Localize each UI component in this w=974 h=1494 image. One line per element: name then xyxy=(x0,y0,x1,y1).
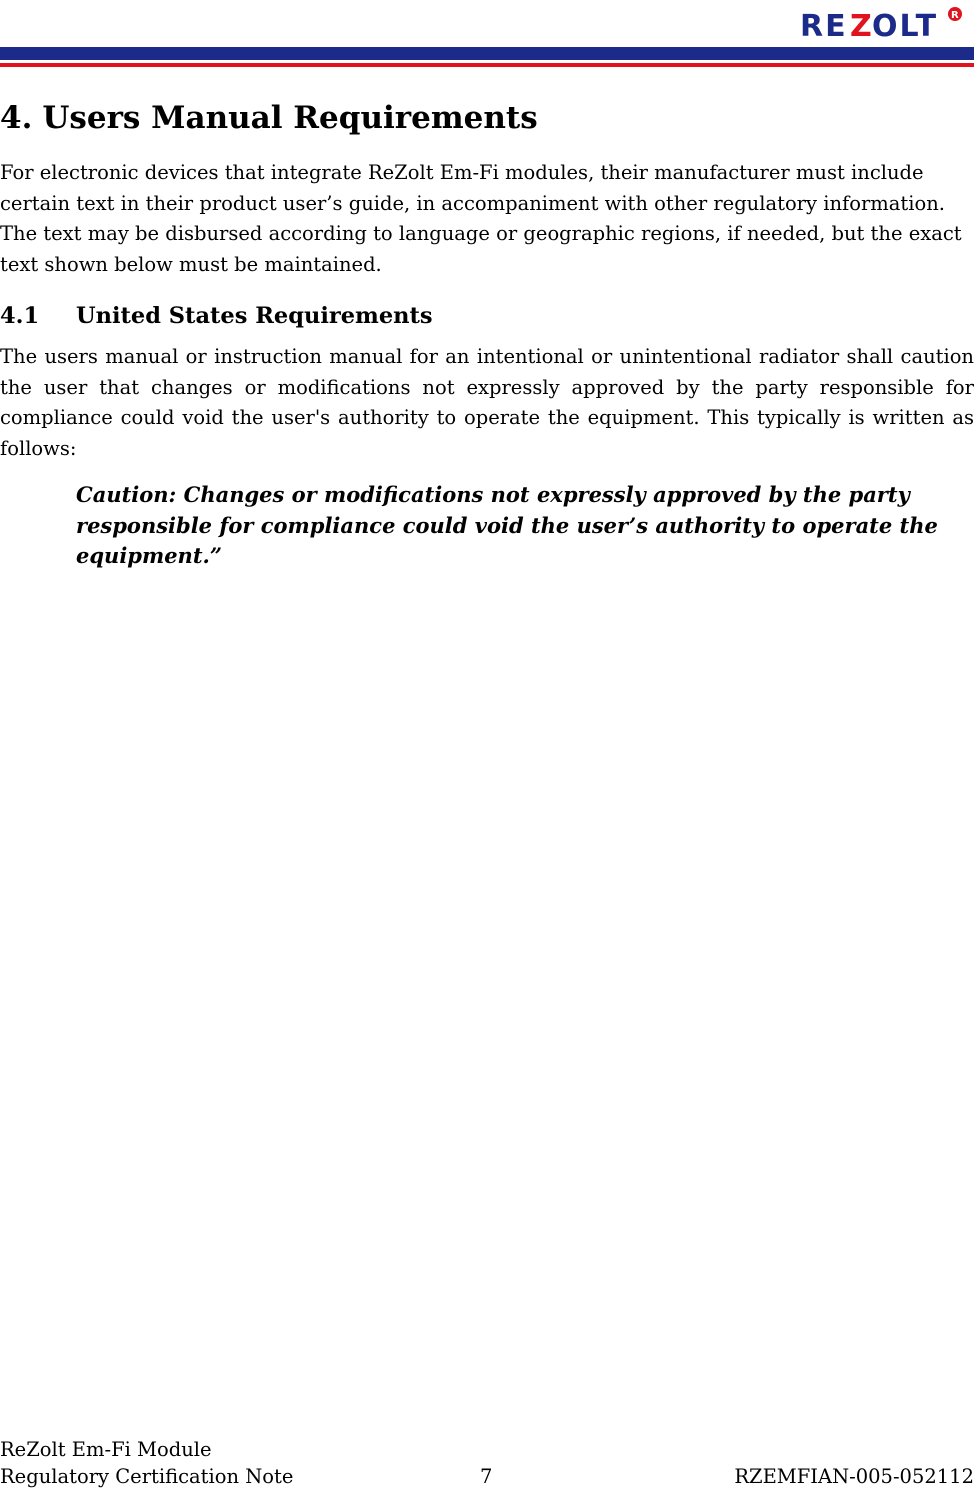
main-content xyxy=(0,96,974,572)
subsection-heading xyxy=(0,300,974,332)
header-rule-red xyxy=(0,63,974,67)
footer-doc-type: Regulatory Certification Note xyxy=(0,1465,294,1488)
footer-line-2 xyxy=(0,1463,974,1490)
page-footer xyxy=(0,1436,974,1490)
footer-line-1 xyxy=(0,1436,974,1463)
section-title: Users Manual Requirements xyxy=(42,100,538,136)
svg-text:R: R xyxy=(951,10,959,21)
subsection-title: United States Requirements xyxy=(76,303,433,329)
section-heading xyxy=(0,96,974,140)
section-intro-paragraph: For electronic devices that integrate ReZolt Em-Fi modules, their manufacturer must include certain text in their product user’s guide, in accompaniment with other regulatory information. The text may be disbursed according to language or geographic regions, if needed, but the exact text shown below must be maintained. xyxy=(0,161,962,276)
svg-text:OLT: OLT xyxy=(872,9,939,44)
svg-text:Z: Z xyxy=(850,9,872,44)
page-number: 7 xyxy=(480,1465,493,1488)
caution-statement: Caution: Changes or modifications not expressly approved by the party responsible for compliance could void the user’s authority to operate the equipment.” xyxy=(76,482,938,568)
rezolt-logo xyxy=(796,2,966,46)
footer-module-name: ReZolt Em-Fi Module xyxy=(0,1438,212,1461)
subsection-body-paragraph: The users manual or instruction manual for an intentional or unintentional radiator shall caution the user that changes or modifications not expressly approved by the party responsible for compliance could void the user's authority to operate the equipment. This typically is written as follows: xyxy=(0,345,974,460)
svg-text:RE: RE xyxy=(800,9,848,44)
section-number: 4. xyxy=(0,100,33,136)
page-header xyxy=(0,0,974,72)
header-rule-navy xyxy=(0,47,974,60)
document-id: RZEMFIAN-005-052112 xyxy=(734,1465,974,1488)
subsection-number: 4.1 xyxy=(0,303,40,329)
